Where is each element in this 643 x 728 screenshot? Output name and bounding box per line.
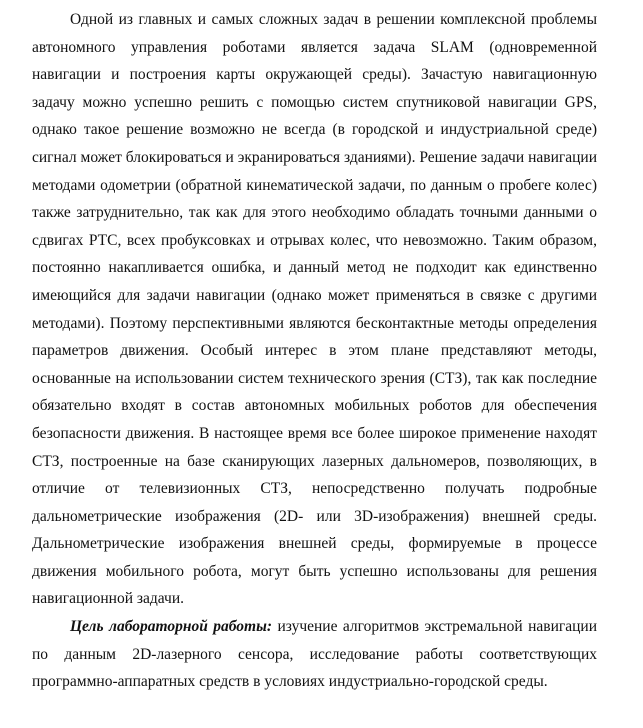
goal-paragraph [32,613,597,696]
goal-text: изучение алгоритмов экстремальной навигации по данным 2D-лазерного сенсора, исследование работы соответствующих программно-аппаратных средств в условиях индустриально-городской среды. [32,618,598,691]
goal-label: Цель лабораторной работы: [70,618,273,636]
intro-paragraph: Одной из главных и самых сложных задач в решении комплексной проблемы автономного управления роботами является задача SLAM (одновременной навигации и построения карты окружающей среды). Зачастую навигационную задачу можно успешно решить с помощью систем спутниковой навигации GPS, однако такое решение возможно не всегда (в городской и индустриальной среде) сигнал может блокироваться и экранироваться зданиями). Решение задачи навигации методами одометрии (обратной кинематической задачи, по данным о пробеге колес) также затруднительно, так как для этого необходимо обладать точными данными о сдвигах РТС, всех пробуксовках и отрывах колес, что невозможно. Таким образом, постоянно накапливается ошибка, и данный метод не подходит как единственно имеющийся для задачи навигации (однако может применяться в связке с другими методами). Поэтому перспективными являются бесконтактные методы определения параметров движения. Особый интерес в этом плане представляют методы, основанные на использовании систем технического зрения (СТЗ), так как последние обязательно входят в состав автономных мобильных роботов для обеспечения безопасности движения. В настоящее время все более широкое применение находят СТЗ, построенные на базе сканирующих лазерных дальномеров, позволяющих, в отличие от телевизионных СТЗ, непосредственно получать подробные дальнометрические изображения (2D- или 3D-изображения) внешней среды. Дальнометрические изображения внешней среды, формируемые в процессе движения мобильного робота, могут быть успешно использованы для решения навигационной задачи. [32,11,597,608]
